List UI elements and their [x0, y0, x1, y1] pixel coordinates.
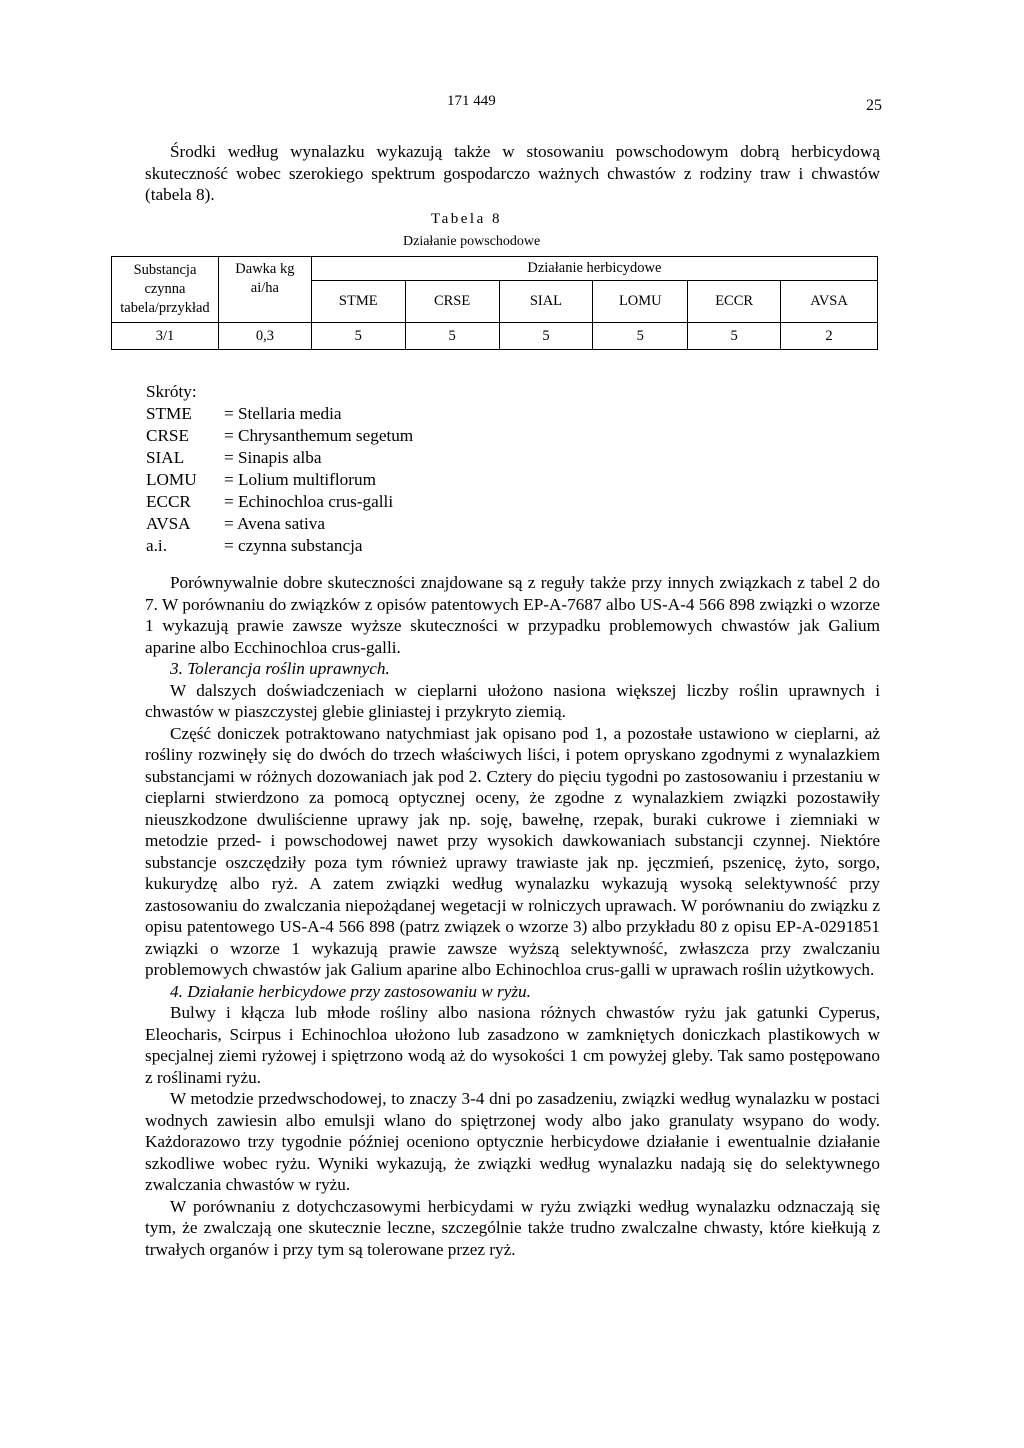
results-table [111, 256, 878, 350]
cell-lomu: 5 [593, 323, 688, 350]
intro-section [145, 141, 880, 206]
header-eccr: ECCR [688, 281, 781, 323]
cell-substance: 3/1 [112, 323, 219, 350]
table-subcaption: Działanie powschodowe [403, 234, 541, 249]
header-crse: CRSE [405, 281, 499, 323]
list-item: a.i. = czynna substancja [146, 536, 363, 555]
list-item: AVSA = Avena sativa [146, 514, 326, 533]
cell-stme: 5 [311, 323, 405, 350]
paragraph-preemergence: W metodzie przedwschodowej, to znaczy 3-4 dni po zasadzeniu, związki według wynalazku w postaci wodnych zawiesin albo emulsji wlano do spiętrzonej wody albo jako granulaty wsypano do wody. Każdorazowo trzy tygodnie później oceniono optycznie herbicydowe działanie i ewentualnie działanie szkodliwe wobec ryżu. Wyniki wykazują, że związki według wynalazku nadają się do selektywnego zwalczania chwastów w ryżu. [145, 1089, 880, 1194]
list-item: ECCR = Echinochloa crus-galli [146, 492, 394, 511]
header-substance: Substancja czynna tabela/przykład [112, 257, 219, 323]
header-lomu: LOMU [593, 281, 688, 323]
cell-eccr: 5 [688, 323, 781, 350]
paragraph-rice-setup: Bulwy i kłącza lub młode rośliny albo nasiona różnych chwastów ryżu jak gatunki Cyperus, Eleocharis, Scirpus i Echinochloa ułożono lub zasadzono w zamkniętych doniczkach plastikowych w specjalnej ziemi ryżowej i spiętrzono wodą aż do wysokości 1 cm powyżej gleby. Tak samo postępowano z roślinami ryżu. [145, 1003, 880, 1087]
paragraph-greenhouse: W dalszych doświadczeniach w cieplarni ułożono nasiona większej liczby roślin uprawnych i chwastów w piaszczystej glebie gliniastej i przykryto ziemią. [145, 680, 880, 721]
paragraph-comparison: Porównywalnie dobre skuteczności znajdowane są z reguły także przy innych związkach z tabel 2 do 7. W porównaniu do związków z opisów patentowych EP-A-7687 albo US-A-4 566 898 związki o wzorze 1 wykazują prawie zawsze wyższe skuteczności w przypadku problemowych chwastów jak Galium aparine albo Ecchinochloa crus-galli. [145, 573, 880, 657]
list-item: CRSE = Chrysanthemum segetum [146, 426, 414, 445]
abbreviations-list [146, 381, 413, 557]
abbreviations-title: Skróty: [146, 382, 197, 401]
header-sial: SIAL [499, 281, 593, 323]
header-dose: Dawka kg ai/ha [218, 257, 311, 323]
header-herbicidal-effect: Działanie herbicydowe [311, 257, 877, 281]
list-item: SIAL = Sinapis alba [146, 448, 322, 467]
paragraph-results: Część doniczek potraktowano natychmiast jak opisano pod 1, a pozostałe ustawiono w cieplarni, aż rośliny rozwinęły się do dwóch do trzech właściwych liści, i potem opryskano zgodnymi z wynalazkiem substancjami w różnych dozowaniach jak pod 2. Cztery do pięciu tygodni po zastosowaniu i przestaniu w cieplarni stwierdzono za pomocą optycznej oceny, że zgodne z wynalazkiem związki pozostawiły nieuszkodzone dwuliścienne uprawy jak np. soję, bawełnę, rzepak, buraki cukrowe i ziemniaki w metodzie przed- i powschodowej nawet przy wysokich dawkowaniach substancji czynnej. Niektóre substancje oszczędziły poza tym również uprawy trawiaste jak np. jęczmień, pszenicę, żyto, sorgo, kukurydzę albo ryż. A zatem związki według wynalazku wykazują wysoką selektywność przy zastosowaniu do zwalczania niepożądanej wegetacji w rolniczych uprawach. W porównaniu do związku z opisu patentowego US-A-4 566 898 (patrz związek o wzorze 3) albo przykładu 80 z opisu EP-A-0291851 związki o wzorze 1 wykazują prawie zawsze wyższą selektywność, zwłaszcza przy zwalczaniu problemowych chwastów jak Galium aparine albo Echinochloa crus-galli w uprawach roślin użytkowych. [145, 723, 880, 979]
cell-dose: 0,3 [218, 323, 311, 350]
body-text [145, 572, 880, 1260]
paragraph-conclusion: W porównaniu z dotychczasowymi herbicydami w ryżu związki według wynalazku odznaczają się tym, że zwalczają one skutecznie leczne, szczególnie także trudno zwalczalne chwasty, które kiełkują z trwałych organów i przy tym są tolerowane przez ryż. [145, 1196, 880, 1259]
cell-crse: 5 [405, 323, 499, 350]
section-heading-rice: 4. Działanie herbicydowe przy zastosowaniu w ryżu. [170, 981, 531, 1001]
patent-number: 171 449 [447, 93, 496, 109]
header-avsa: AVSA [781, 281, 878, 323]
list-item: LOMU = Lolium multiflorum [146, 470, 376, 489]
header-stme: STME [311, 281, 405, 323]
cell-avsa: 2 [781, 323, 878, 350]
section-heading-crop-tolerance: 3. Tolerancja roślin uprawnych. [170, 659, 390, 678]
cell-sial: 5 [499, 323, 593, 350]
table-row [112, 323, 878, 350]
table-caption: Tabela 8 [431, 211, 503, 227]
page-number: 25 [866, 97, 882, 114]
intro-paragraph: Środki według wynalazku wykazują także w stosowaniu powschodowym dobrą herbicydową skuteczność wobec szerokiego spektrum gospodarczo ważnych chwastów z rodziny traw i chwastów (tabela 8). [145, 142, 880, 204]
list-item: STME = Stellaria media [146, 404, 342, 423]
